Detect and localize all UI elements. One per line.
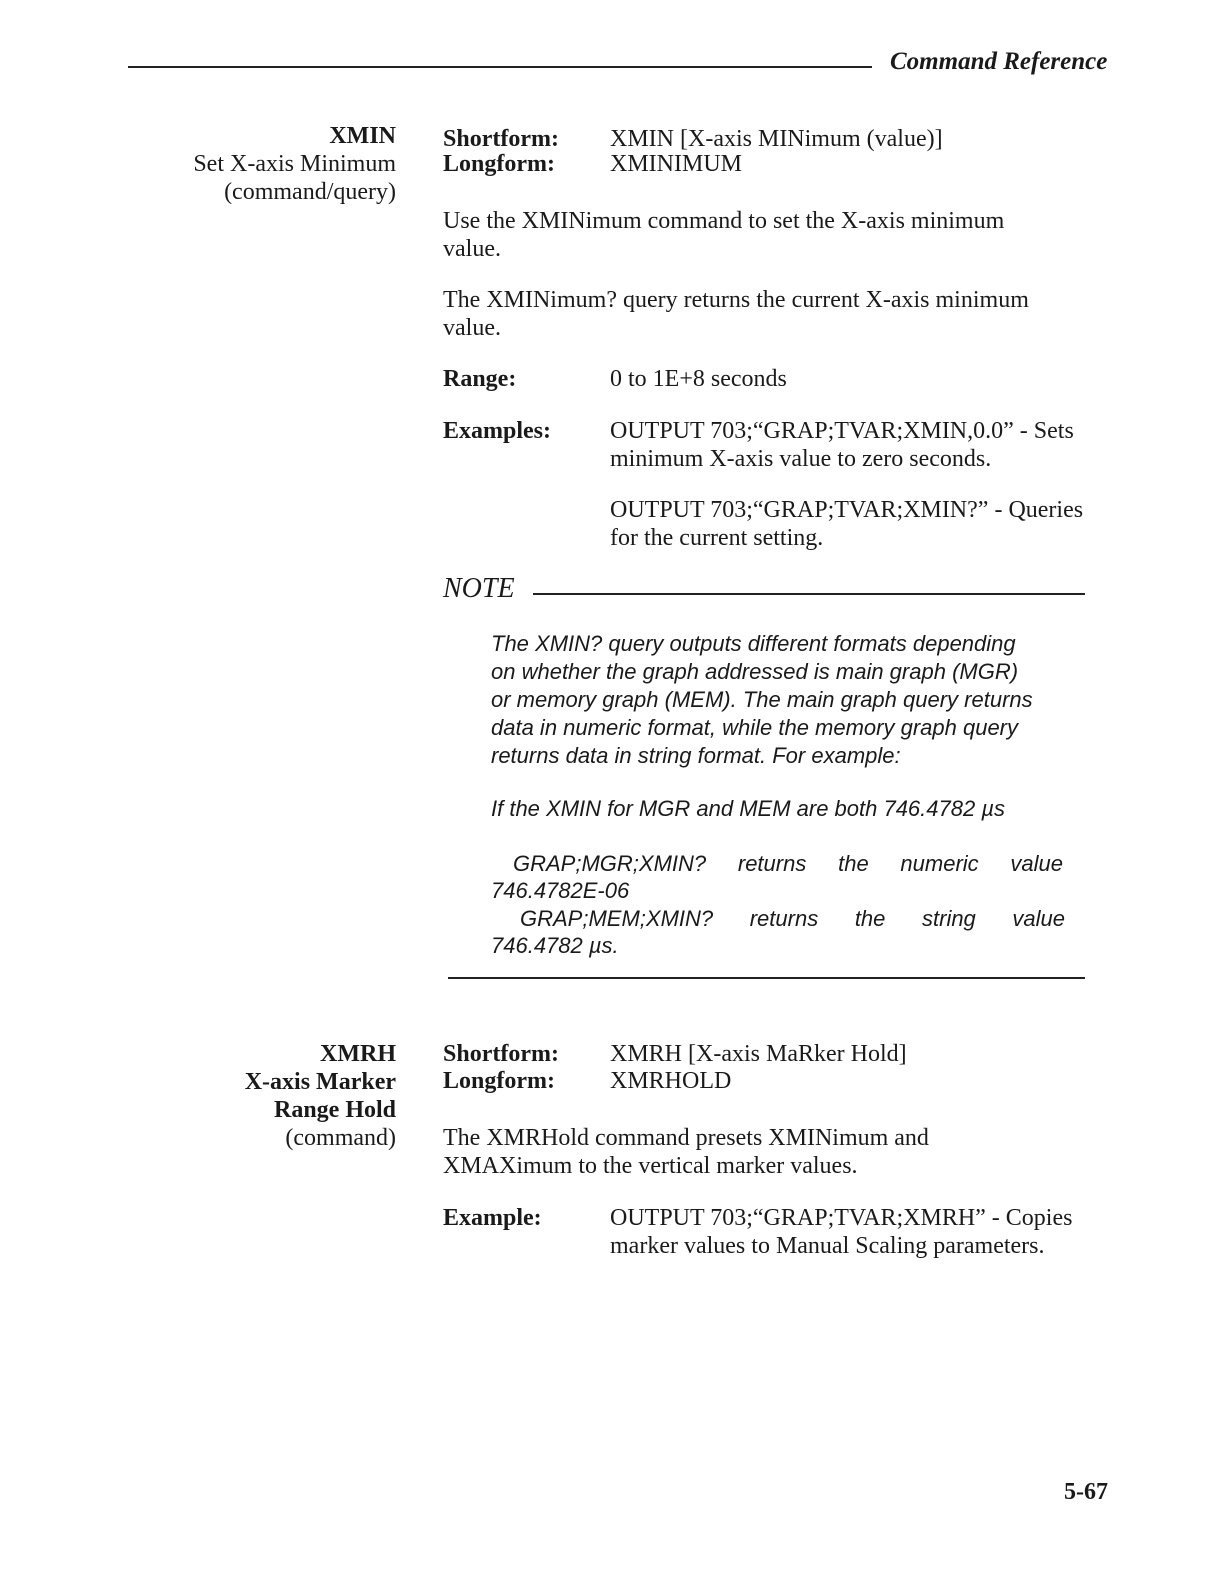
mem-word-2: returns	[749, 906, 819, 931]
note-paragraph	[491, 630, 1071, 770]
xmrh-side-label	[120, 1040, 396, 1152]
xmrh-longform-label: Longform:	[443, 1068, 555, 1094]
xmin-side-label	[120, 122, 396, 206]
xmin-range-value: 0 to 1E+8 seconds	[610, 366, 787, 392]
xmrh-example	[610, 1204, 1072, 1260]
xmin-desc2-line1: The XMINimum? query returns the current X-axis minimum	[443, 287, 1029, 313]
xmrh-example-line1: OUTPUT 703;“GRAP;TVAR;XMRH” - Copies	[610, 1205, 1073, 1231]
mem-word-4: string	[922, 906, 976, 931]
xmin-name: XMIN	[329, 123, 396, 149]
xmin-description-2	[443, 286, 1029, 342]
xmin-range-label: Range:	[443, 366, 517, 392]
xmin-example-1	[610, 417, 1074, 473]
note-line-2: on whether the graph addressed is main graph (MGR)	[491, 659, 1019, 684]
xmrh-desc-line2: XMAXimum to the vertical marker values.	[443, 1153, 858, 1179]
xmin-examples-label: Examples:	[443, 418, 551, 444]
xmin-example2-line1: OUTPUT 703;“GRAP;TVAR;XMIN?” - Queries	[610, 497, 1084, 523]
xmrh-title-line2: Range Hold	[273, 1097, 396, 1123]
xmin-desc2-line2: value.	[443, 315, 501, 341]
mgr-word-4: numeric	[900, 851, 979, 876]
xmrh-example-label: Example:	[443, 1205, 542, 1231]
xmin-example-2	[610, 496, 1083, 552]
xmrh-shortform-label: Shortform:	[443, 1041, 559, 1067]
note-mgr-line	[513, 850, 1063, 878]
xmrh-description	[443, 1124, 929, 1180]
note-line-3: or memory graph (MEM). The main graph query returns	[491, 687, 1033, 712]
mgr-word-2: returns	[737, 851, 807, 876]
note-mem-line	[520, 905, 1065, 933]
xmrh-longform-value: XMRHOLD	[610, 1068, 732, 1094]
section-title: Command Reference	[890, 48, 1108, 75]
note-line-1: The XMIN? query outputs different formats depending	[491, 631, 1016, 656]
note-top-rule	[533, 593, 1085, 595]
mgr-word-1: GRAP;MGR;XMIN?	[513, 851, 707, 876]
xmin-longform-label: Longform:	[443, 151, 555, 177]
xmin-desc1-line2: value.	[443, 236, 501, 262]
xmin-desc1-line1: Use the XMINimum command to set the X-axis minimum	[443, 208, 1005, 234]
xmrh-example-line2: marker values to Manual Scaling parameters.	[610, 1233, 1045, 1259]
xmin-example1-line2: minimum X-axis value to zero seconds.	[610, 446, 992, 472]
xmin-description-1	[443, 207, 1004, 263]
xmin-example2-line2: for the current setting.	[610, 525, 824, 551]
note-mem-value: 746.4782 µs.	[491, 933, 619, 958]
xmrh-name: XMRH	[320, 1041, 396, 1067]
note-line-5: returns data in string format. For example:	[491, 743, 901, 768]
xmin-longform-value: XMINIMUM	[610, 151, 742, 177]
note-mgr-value: 746.4782E-06	[491, 878, 630, 903]
mgr-word-3: the	[838, 851, 869, 876]
xmrh-type: (command)	[285, 1125, 396, 1151]
note-if-line: If the XMIN for MGR and MEM are both 746.4782 µs	[491, 796, 1006, 821]
mgr-word-5: value	[1010, 851, 1063, 876]
note-line-4: data in numeric format, while the memory graph query	[491, 715, 1019, 740]
header-rule	[128, 66, 872, 68]
xmin-shortform-value: XMIN [X-axis MINimum (value)]	[610, 126, 943, 152]
xmrh-title-line1: X-axis Marker	[244, 1069, 396, 1095]
xmin-type: (command/query)	[224, 179, 396, 205]
xmrh-shortform-value: XMRH [X-axis MaRker Hold]	[610, 1041, 907, 1067]
mem-word-1: GRAP;MEM;XMIN?	[520, 906, 714, 931]
xmin-example1-line1: OUTPUT 703;“GRAP;TVAR;XMIN,0.0” - Sets	[610, 418, 1074, 444]
xmin-shortform-label: Shortform:	[443, 126, 559, 152]
mem-word-3: the	[854, 906, 886, 931]
xmin-title: Set X-axis Minimum	[193, 151, 396, 177]
mem-word-5: value	[1012, 906, 1065, 931]
page-number: 5-67	[1064, 1479, 1108, 1505]
note-bottom-rule	[448, 977, 1085, 979]
note-label: NOTE	[443, 573, 515, 604]
xmrh-desc-line1: The XMRHold command presets XMINimum and	[443, 1125, 929, 1151]
